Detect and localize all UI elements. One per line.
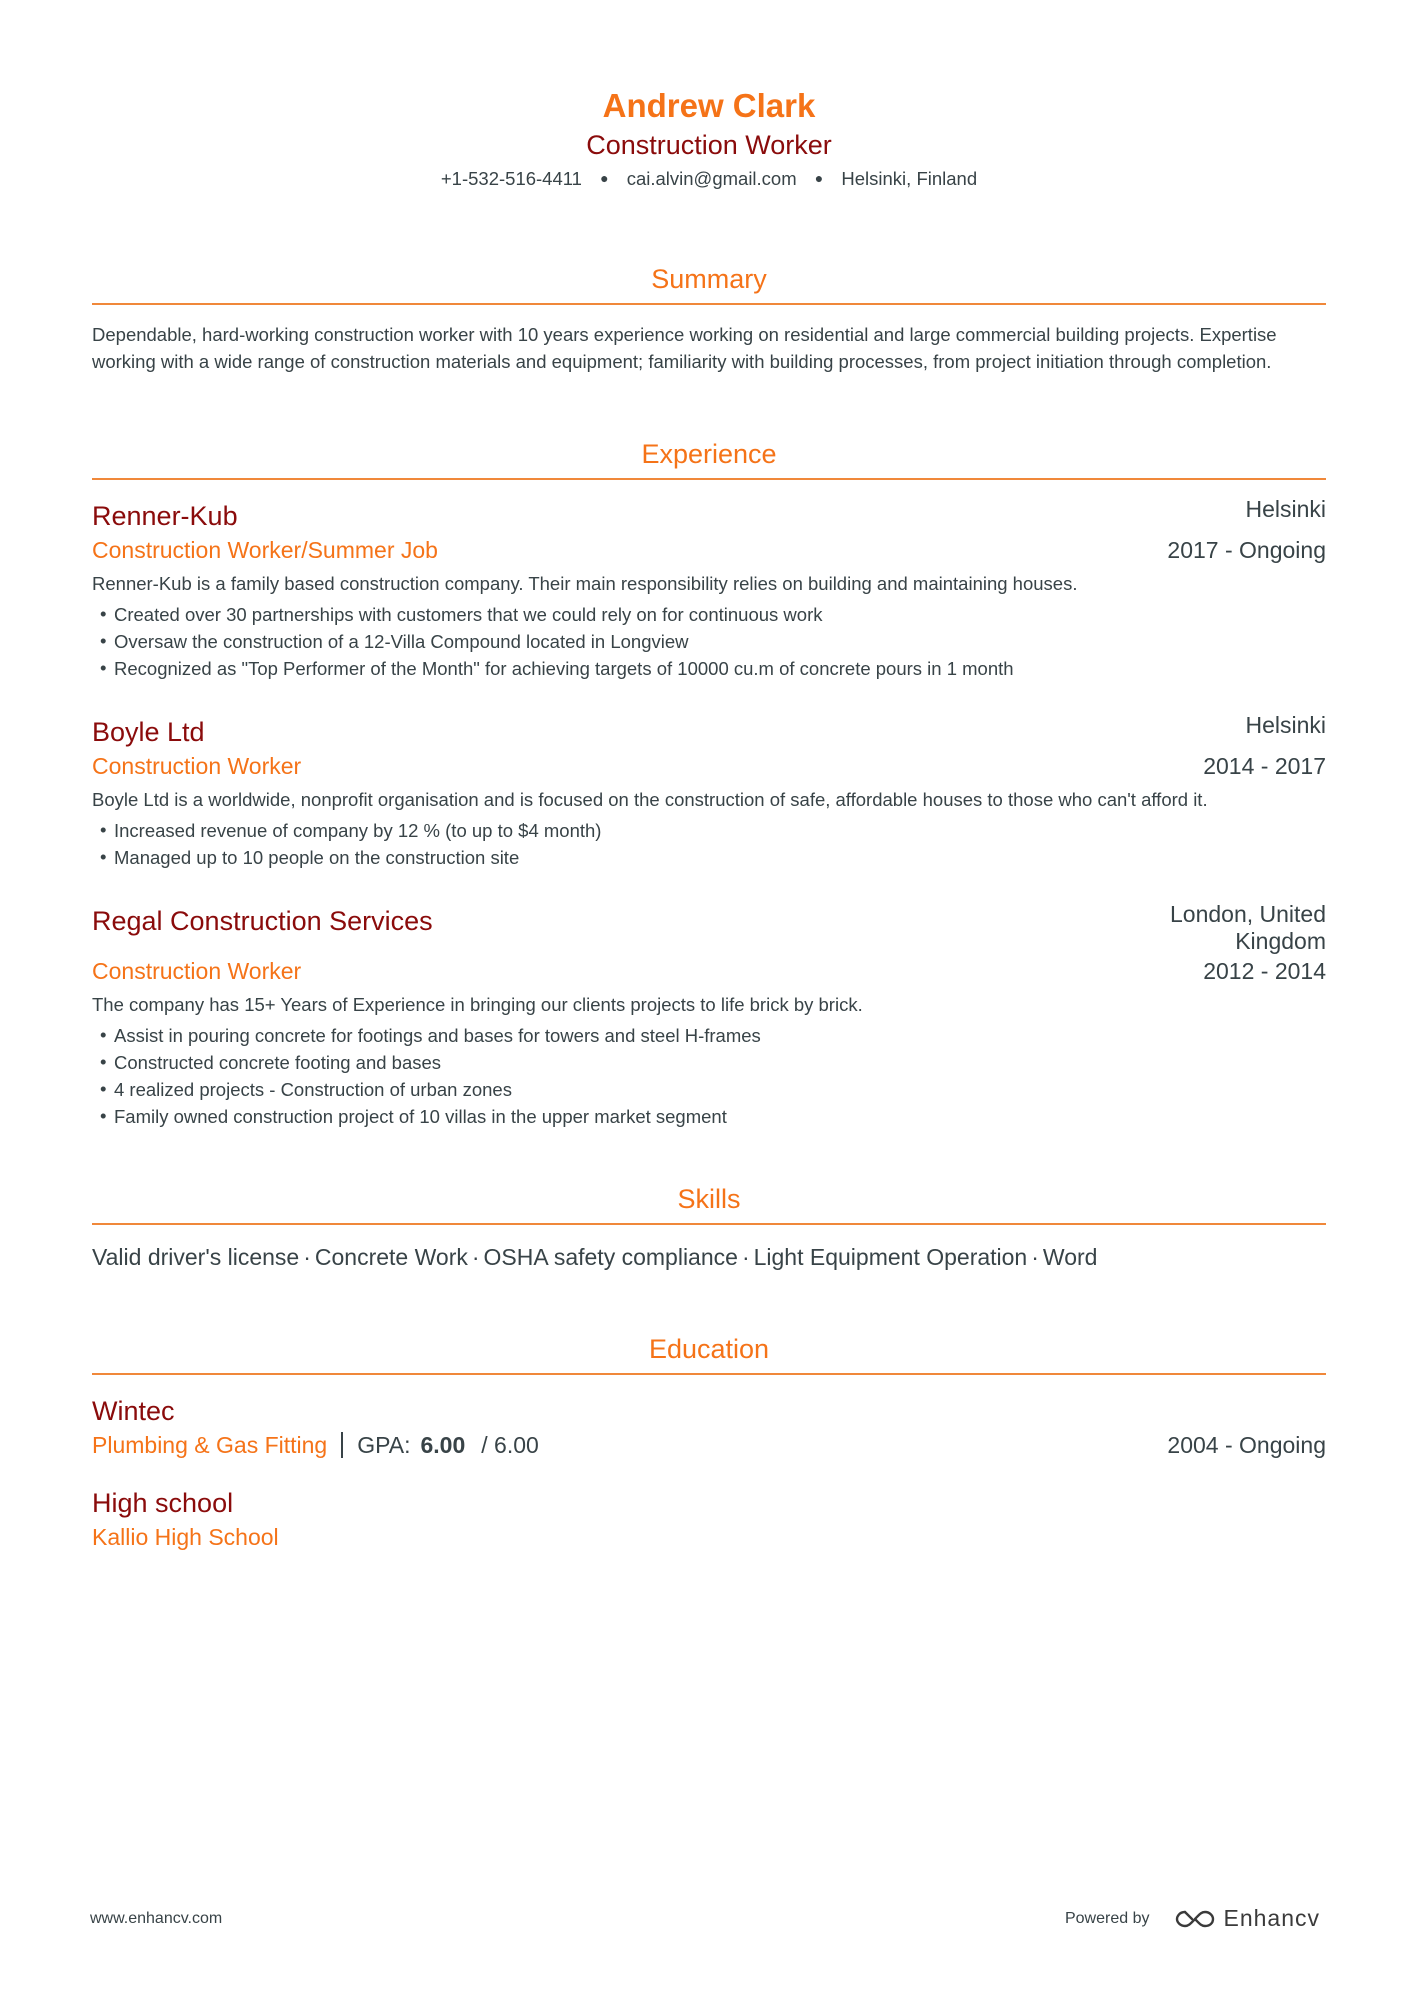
experience-entry — [92, 498, 1326, 682]
experience-role: Construction Worker/Summer Job — [92, 537, 438, 563]
education-degree: Kallio High School — [92, 1524, 279, 1550]
skill-separator: · — [471, 1244, 480, 1270]
experience-company: Regal Construction Services — [92, 906, 433, 936]
skills-heading: Skills — [92, 1181, 1326, 1225]
skill-item: Valid driver's license — [92, 1244, 300, 1270]
gpa-label: GPA: — [357, 1432, 411, 1458]
experience-description: Renner-Kub is a family based construction company. Their main responsibility relies on building and maintaining houses. — [92, 573, 1078, 594]
experience-entry — [92, 903, 1326, 1130]
page-footer — [90, 1905, 1320, 1932]
education-school: High school — [92, 1488, 234, 1518]
experience-dates: 2014 - 2017 — [1203, 753, 1326, 779]
resume-page — [92, 0, 1326, 1553]
powered-by — [1065, 1905, 1320, 1932]
experience-bullet: • 4 realized projects - Construction of urban zones — [100, 1076, 1326, 1103]
experience-bullets — [92, 1022, 1326, 1130]
contact-separator-dot: ● — [814, 170, 824, 186]
experience-location: Helsinki — [1245, 496, 1326, 522]
powered-by-label: Powered by — [1064, 1909, 1150, 1927]
experience-bullet: • Family owned construction project of 10 villas in the upper market segment — [100, 1103, 1326, 1130]
contact-location: Helsinki, Finland — [841, 168, 978, 189]
enhancv-logo-icon — [1175, 1909, 1215, 1929]
experience-location: Helsinki — [1245, 712, 1326, 738]
experience-location — [1170, 901, 1326, 955]
education-degree: Plumbing & Gas Fitting — [92, 1432, 328, 1458]
experience-role: Construction Worker — [92, 753, 302, 779]
resume-header — [92, 0, 1326, 193]
enhancv-logo[interactable] — [1175, 1905, 1320, 1932]
skill-separator: · — [741, 1244, 750, 1270]
skill-separator: · — [303, 1244, 311, 1270]
experience-heading: Experience — [92, 436, 1326, 480]
experience-bullet: • Assist in pouring concrete for footings and bases for towers and steel H-frames — [100, 1022, 1326, 1049]
skill-item: Light Equipment Operation — [753, 1244, 1028, 1270]
experience-bullets — [92, 601, 1326, 682]
skill-separator: · — [1031, 1244, 1039, 1270]
experience-bullet: • Recognized as "Top Performer of the Month" for achieving targets of 10000 cu.m of concrete pours in 1 month — [100, 655, 1326, 682]
experience-dates: 2017 - Ongoing — [1167, 537, 1326, 563]
contact-separator-dot: ● — [600, 170, 609, 186]
experience-role: Construction Worker — [92, 958, 302, 984]
experience-bullet: • Increased revenue of company by 12 % (to up to $4 month) — [100, 817, 1326, 844]
summary-heading: Summary — [92, 261, 1326, 305]
experience-bullet: • Managed up to 10 people on the construction site — [100, 844, 1326, 871]
experience-location-line: London, United — [1169, 901, 1326, 927]
skill-item: OSHA safety compliance — [483, 1244, 738, 1270]
education-heading: Education — [92, 1331, 1326, 1375]
candidate-title: Construction Worker — [586, 130, 832, 160]
experience-location-line: Kingdom — [1235, 928, 1326, 954]
experience-company: Boyle Ltd — [92, 717, 205, 747]
experience-bullet: • Constructed concrete footing and bases — [100, 1049, 1326, 1076]
education-dates: 2004 - Ongoing — [1167, 1432, 1326, 1458]
experience-bullet: • Oversaw the construction of a 12-Villa Compound located in Longview — [100, 628, 1326, 655]
education-school: Wintec — [92, 1396, 175, 1426]
skill-item: Word — [1042, 1244, 1098, 1270]
experience-entry — [92, 714, 1326, 871]
experience-company: Renner-Kub — [92, 501, 238, 531]
enhancv-wordmark: Enhancv — [1223, 1905, 1320, 1931]
contact-email: cai.alvin@gmail.com — [626, 168, 797, 189]
skills-list — [92, 1241, 1326, 1273]
gpa-value: 6.00 — [420, 1432, 466, 1458]
contact-phone: +1-532-516-4411 — [440, 168, 582, 189]
experience-description: Boyle Ltd is a worldwide, nonprofit organisation and is focused on the construction of safe, affordable houses to those who can't afford it. — [92, 789, 1208, 810]
experience-bullet: • Created over 30 partnerships with customers that we could rely on for continuous work — [100, 601, 1326, 628]
candidate-name: Andrew Clark — [602, 87, 816, 124]
skill-item: Concrete Work — [314, 1244, 468, 1270]
summary-text: Dependable, hard-working construction worker with 10 years experience working on residential and large commercial building projects. Expertise working with a wide range of construction materials and equipment; familiarity with building processes, from project initiation through completion. — [92, 324, 1277, 372]
education-entry — [92, 1485, 1326, 1553]
experience-dates: 2012 - 2014 — [1203, 958, 1326, 984]
contact-line — [92, 164, 1326, 193]
website-link[interactable]: www.enhancv.com — [90, 1909, 223, 1927]
education-divider — [341, 1432, 343, 1458]
experience-bullets — [92, 817, 1326, 871]
experience-description: The company has 15+ Years of Experience in bringing our clients projects to life brick by brick. — [92, 994, 863, 1015]
gpa-max: / 6.00 — [481, 1432, 539, 1458]
education-entry — [92, 1393, 1326, 1461]
